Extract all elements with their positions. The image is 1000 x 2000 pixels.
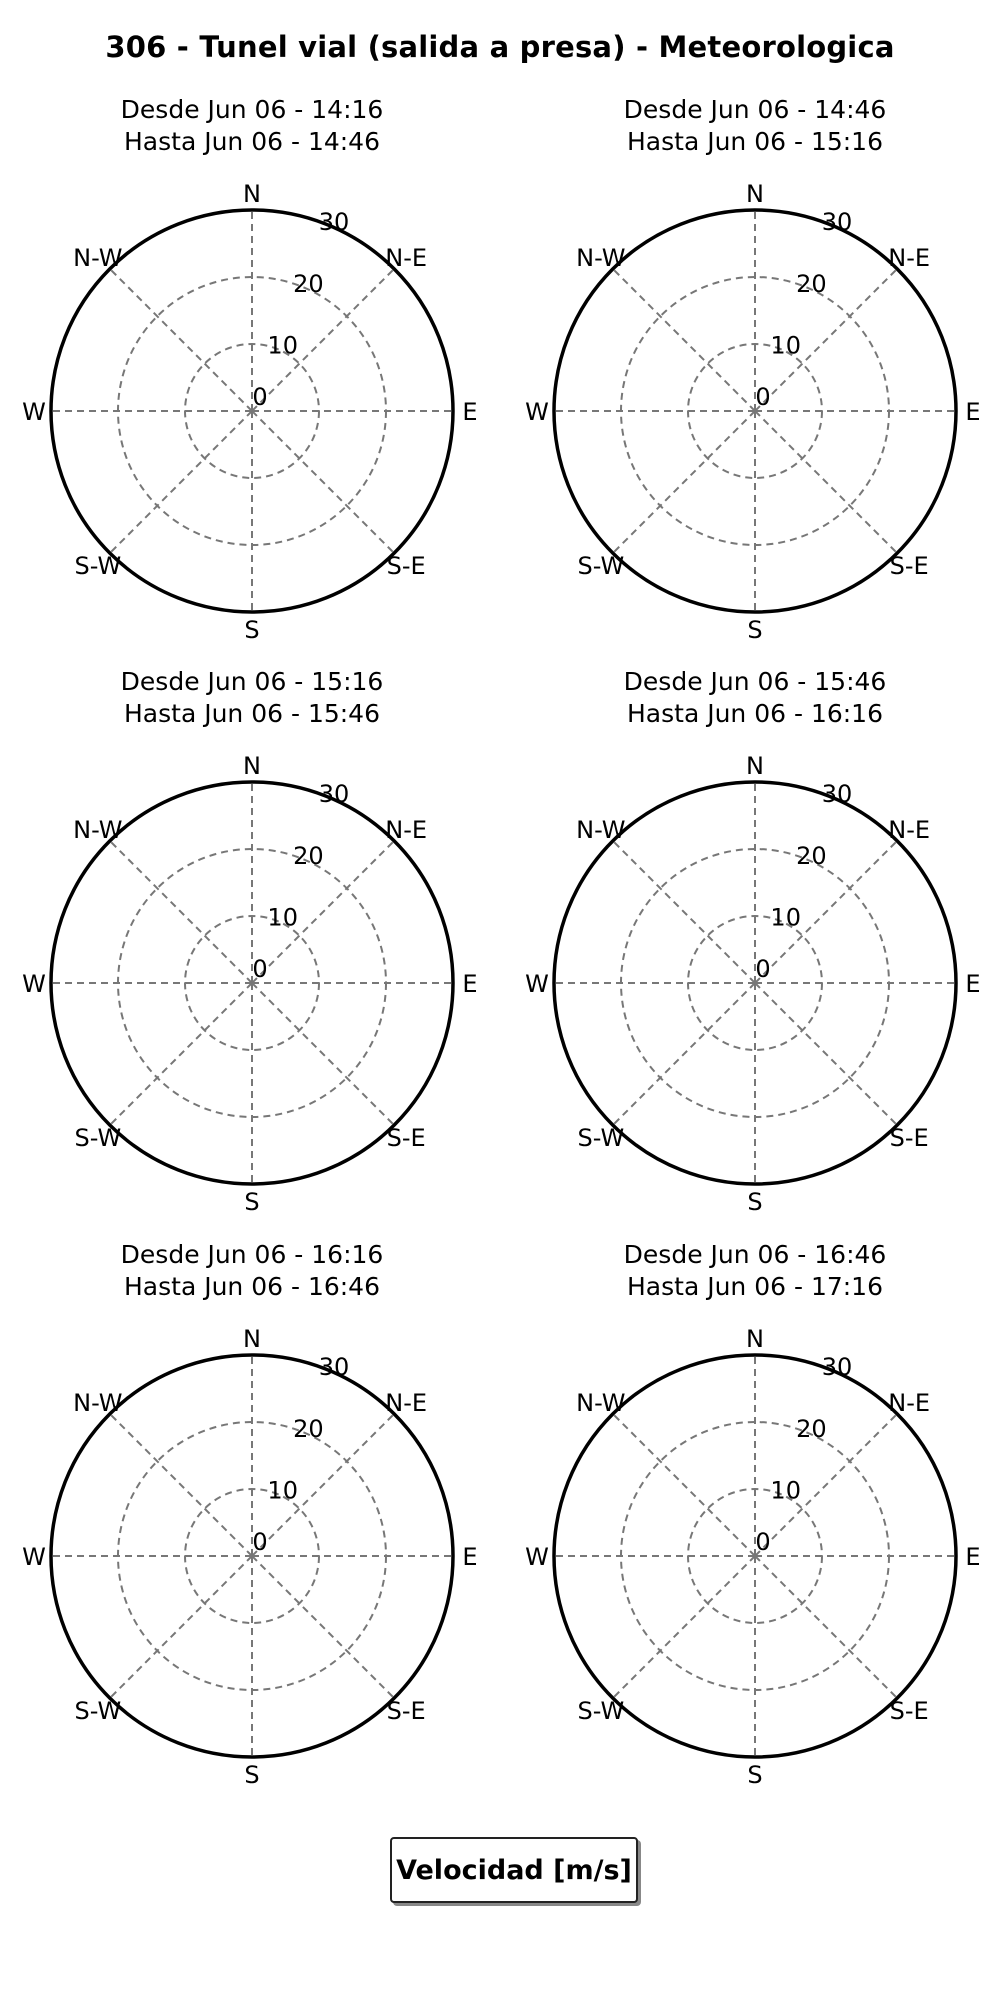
spoke-s-w bbox=[110, 411, 252, 553]
radial-tick-label: 20 bbox=[796, 841, 827, 870]
radial-tick-label: 30 bbox=[821, 779, 853, 808]
spoke-s-w bbox=[613, 1556, 755, 1698]
radial-tick-label: 20 bbox=[796, 1414, 827, 1443]
direction-label-s-w: S-W bbox=[577, 1697, 625, 1726]
radial-tick-label: 30 bbox=[318, 207, 350, 236]
direction-label-n: N bbox=[243, 180, 261, 208]
direction-label-n-w: N-W bbox=[576, 1388, 626, 1417]
direction-label-n-e: N-E bbox=[888, 1388, 931, 1417]
radial-tick-label: 30 bbox=[821, 207, 853, 236]
windrose-4 bbox=[525, 667, 980, 1216]
windrose-3 bbox=[22, 667, 477, 1216]
radial-tick-label: 20 bbox=[293, 269, 324, 298]
legend-title: Velocidad [m/s] bbox=[396, 1854, 632, 1886]
direction-label-w: W bbox=[22, 970, 46, 998]
direction-label-e: E bbox=[965, 1543, 981, 1571]
radial-tick-label: 0 bbox=[252, 1528, 268, 1556]
spoke-s-e bbox=[755, 983, 897, 1125]
panel-title-desde: Desde Jun 06 - 14:46 bbox=[623, 95, 887, 124]
direction-label-s: S bbox=[244, 1761, 260, 1789]
radial-tick-label: 0 bbox=[755, 1528, 771, 1556]
legend bbox=[390, 1837, 638, 1903]
radial-tick-label: 30 bbox=[821, 1352, 853, 1381]
radial-tick-label: 30 bbox=[318, 779, 350, 808]
direction-label-n-w: N-W bbox=[73, 815, 123, 844]
radial-tick-label: 10 bbox=[267, 1476, 298, 1505]
panel-title-hasta: Hasta Jun 06 - 17:16 bbox=[627, 1272, 883, 1301]
direction-label-n-e: N-E bbox=[385, 243, 428, 272]
direction-label-n: N bbox=[746, 752, 764, 780]
direction-label-s-w: S-W bbox=[577, 1124, 625, 1153]
spoke-s-e bbox=[755, 1556, 897, 1698]
radial-tick-label: 0 bbox=[755, 383, 771, 411]
spoke-s-e bbox=[252, 1556, 394, 1698]
direction-label-s: S bbox=[747, 1188, 763, 1216]
radial-tick-label: 30 bbox=[318, 1352, 350, 1381]
direction-label-w: W bbox=[22, 398, 46, 426]
spoke-s-w bbox=[110, 1556, 252, 1698]
spoke-n-w bbox=[110, 269, 252, 411]
direction-label-n-w: N-W bbox=[576, 243, 626, 272]
radial-tick-label: 20 bbox=[796, 269, 827, 298]
panel-title-desde: Desde Jun 06 - 15:16 bbox=[120, 667, 384, 696]
direction-label-s-e: S-E bbox=[889, 552, 929, 581]
direction-label-s-e: S-E bbox=[386, 552, 426, 581]
radial-tick-label: 20 bbox=[293, 841, 324, 870]
spoke-n-w bbox=[613, 841, 755, 983]
direction-label-e: E bbox=[462, 970, 478, 998]
direction-label-n: N bbox=[746, 1325, 764, 1353]
direction-label-n-e: N-E bbox=[385, 815, 428, 844]
direction-label-s: S bbox=[747, 616, 763, 644]
spoke-s-w bbox=[613, 411, 755, 553]
panel-title-hasta: Hasta Jun 06 - 14:46 bbox=[124, 127, 380, 156]
direction-label-n-e: N-E bbox=[888, 243, 931, 272]
direction-label-s-e: S-E bbox=[386, 1124, 426, 1153]
windrose-5 bbox=[22, 1240, 477, 1789]
panel-title-hasta: Hasta Jun 06 - 15:16 bbox=[627, 127, 883, 156]
panel-title-desde: Desde Jun 06 - 16:16 bbox=[120, 1240, 384, 1269]
direction-label-w: W bbox=[525, 1543, 549, 1571]
spoke-s-e bbox=[252, 411, 394, 553]
spoke-n-w bbox=[110, 841, 252, 983]
panel-title-desde: Desde Jun 06 - 14:16 bbox=[120, 95, 384, 124]
direction-label-s-w: S-W bbox=[74, 1124, 122, 1153]
radial-tick-label: 0 bbox=[755, 955, 771, 983]
radial-tick-label: 10 bbox=[770, 903, 801, 932]
spoke-s-w bbox=[613, 983, 755, 1125]
direction-label-s-e: S-E bbox=[889, 1124, 929, 1153]
radial-tick-label: 0 bbox=[252, 955, 268, 983]
direction-label-s: S bbox=[244, 1188, 260, 1216]
direction-label-s-w: S-W bbox=[74, 552, 122, 581]
direction-label-e: E bbox=[965, 398, 981, 426]
direction-label-s-w: S-W bbox=[74, 1697, 122, 1726]
spoke-s-w bbox=[110, 983, 252, 1125]
direction-label-n-e: N-E bbox=[888, 815, 931, 844]
direction-label-s-w: S-W bbox=[577, 552, 625, 581]
direction-label-n-w: N-W bbox=[576, 815, 626, 844]
direction-label-n: N bbox=[243, 752, 261, 780]
direction-label-e: E bbox=[462, 398, 478, 426]
direction-label-w: W bbox=[525, 970, 549, 998]
direction-label-s: S bbox=[244, 616, 260, 644]
windrose-6 bbox=[525, 1240, 980, 1789]
radial-tick-label: 10 bbox=[770, 331, 801, 360]
radial-tick-label: 0 bbox=[252, 383, 268, 411]
radial-tick-label: 10 bbox=[267, 903, 298, 932]
direction-label-s-e: S-E bbox=[386, 1697, 426, 1726]
figure-title: 306 - Tunel vial (salida a presa) - Meteorologica bbox=[105, 30, 895, 64]
panel-title-desde: Desde Jun 06 - 16:46 bbox=[623, 1240, 887, 1269]
spoke-n-w bbox=[110, 1414, 252, 1556]
radial-tick-label: 10 bbox=[267, 331, 298, 360]
panel-title-hasta: Hasta Jun 06 - 15:46 bbox=[124, 699, 380, 728]
spoke-n-w bbox=[613, 1414, 755, 1556]
windrose-1 bbox=[22, 95, 477, 644]
spoke-s-e bbox=[755, 411, 897, 553]
radial-tick-label: 10 bbox=[770, 1476, 801, 1505]
spoke-n-w bbox=[613, 269, 755, 411]
spoke-s-e bbox=[252, 983, 394, 1125]
direction-label-s-e: S-E bbox=[889, 1697, 929, 1726]
direction-label-n-e: N-E bbox=[385, 1388, 428, 1417]
panel-title-hasta: Hasta Jun 06 - 16:16 bbox=[627, 699, 883, 728]
direction-label-w: W bbox=[525, 398, 549, 426]
direction-label-n-w: N-W bbox=[73, 1388, 123, 1417]
windrose-2 bbox=[525, 95, 980, 644]
panel-title-hasta: Hasta Jun 06 - 16:46 bbox=[124, 1272, 380, 1301]
panel-title-desde: Desde Jun 06 - 15:46 bbox=[623, 667, 887, 696]
direction-label-w: W bbox=[22, 1543, 46, 1571]
direction-label-s: S bbox=[747, 1761, 763, 1789]
direction-label-n-w: N-W bbox=[73, 243, 123, 272]
direction-label-n: N bbox=[243, 1325, 261, 1353]
direction-label-n: N bbox=[746, 180, 764, 208]
radial-tick-label: 20 bbox=[293, 1414, 324, 1443]
direction-label-e: E bbox=[462, 1543, 478, 1571]
direction-label-e: E bbox=[965, 970, 981, 998]
